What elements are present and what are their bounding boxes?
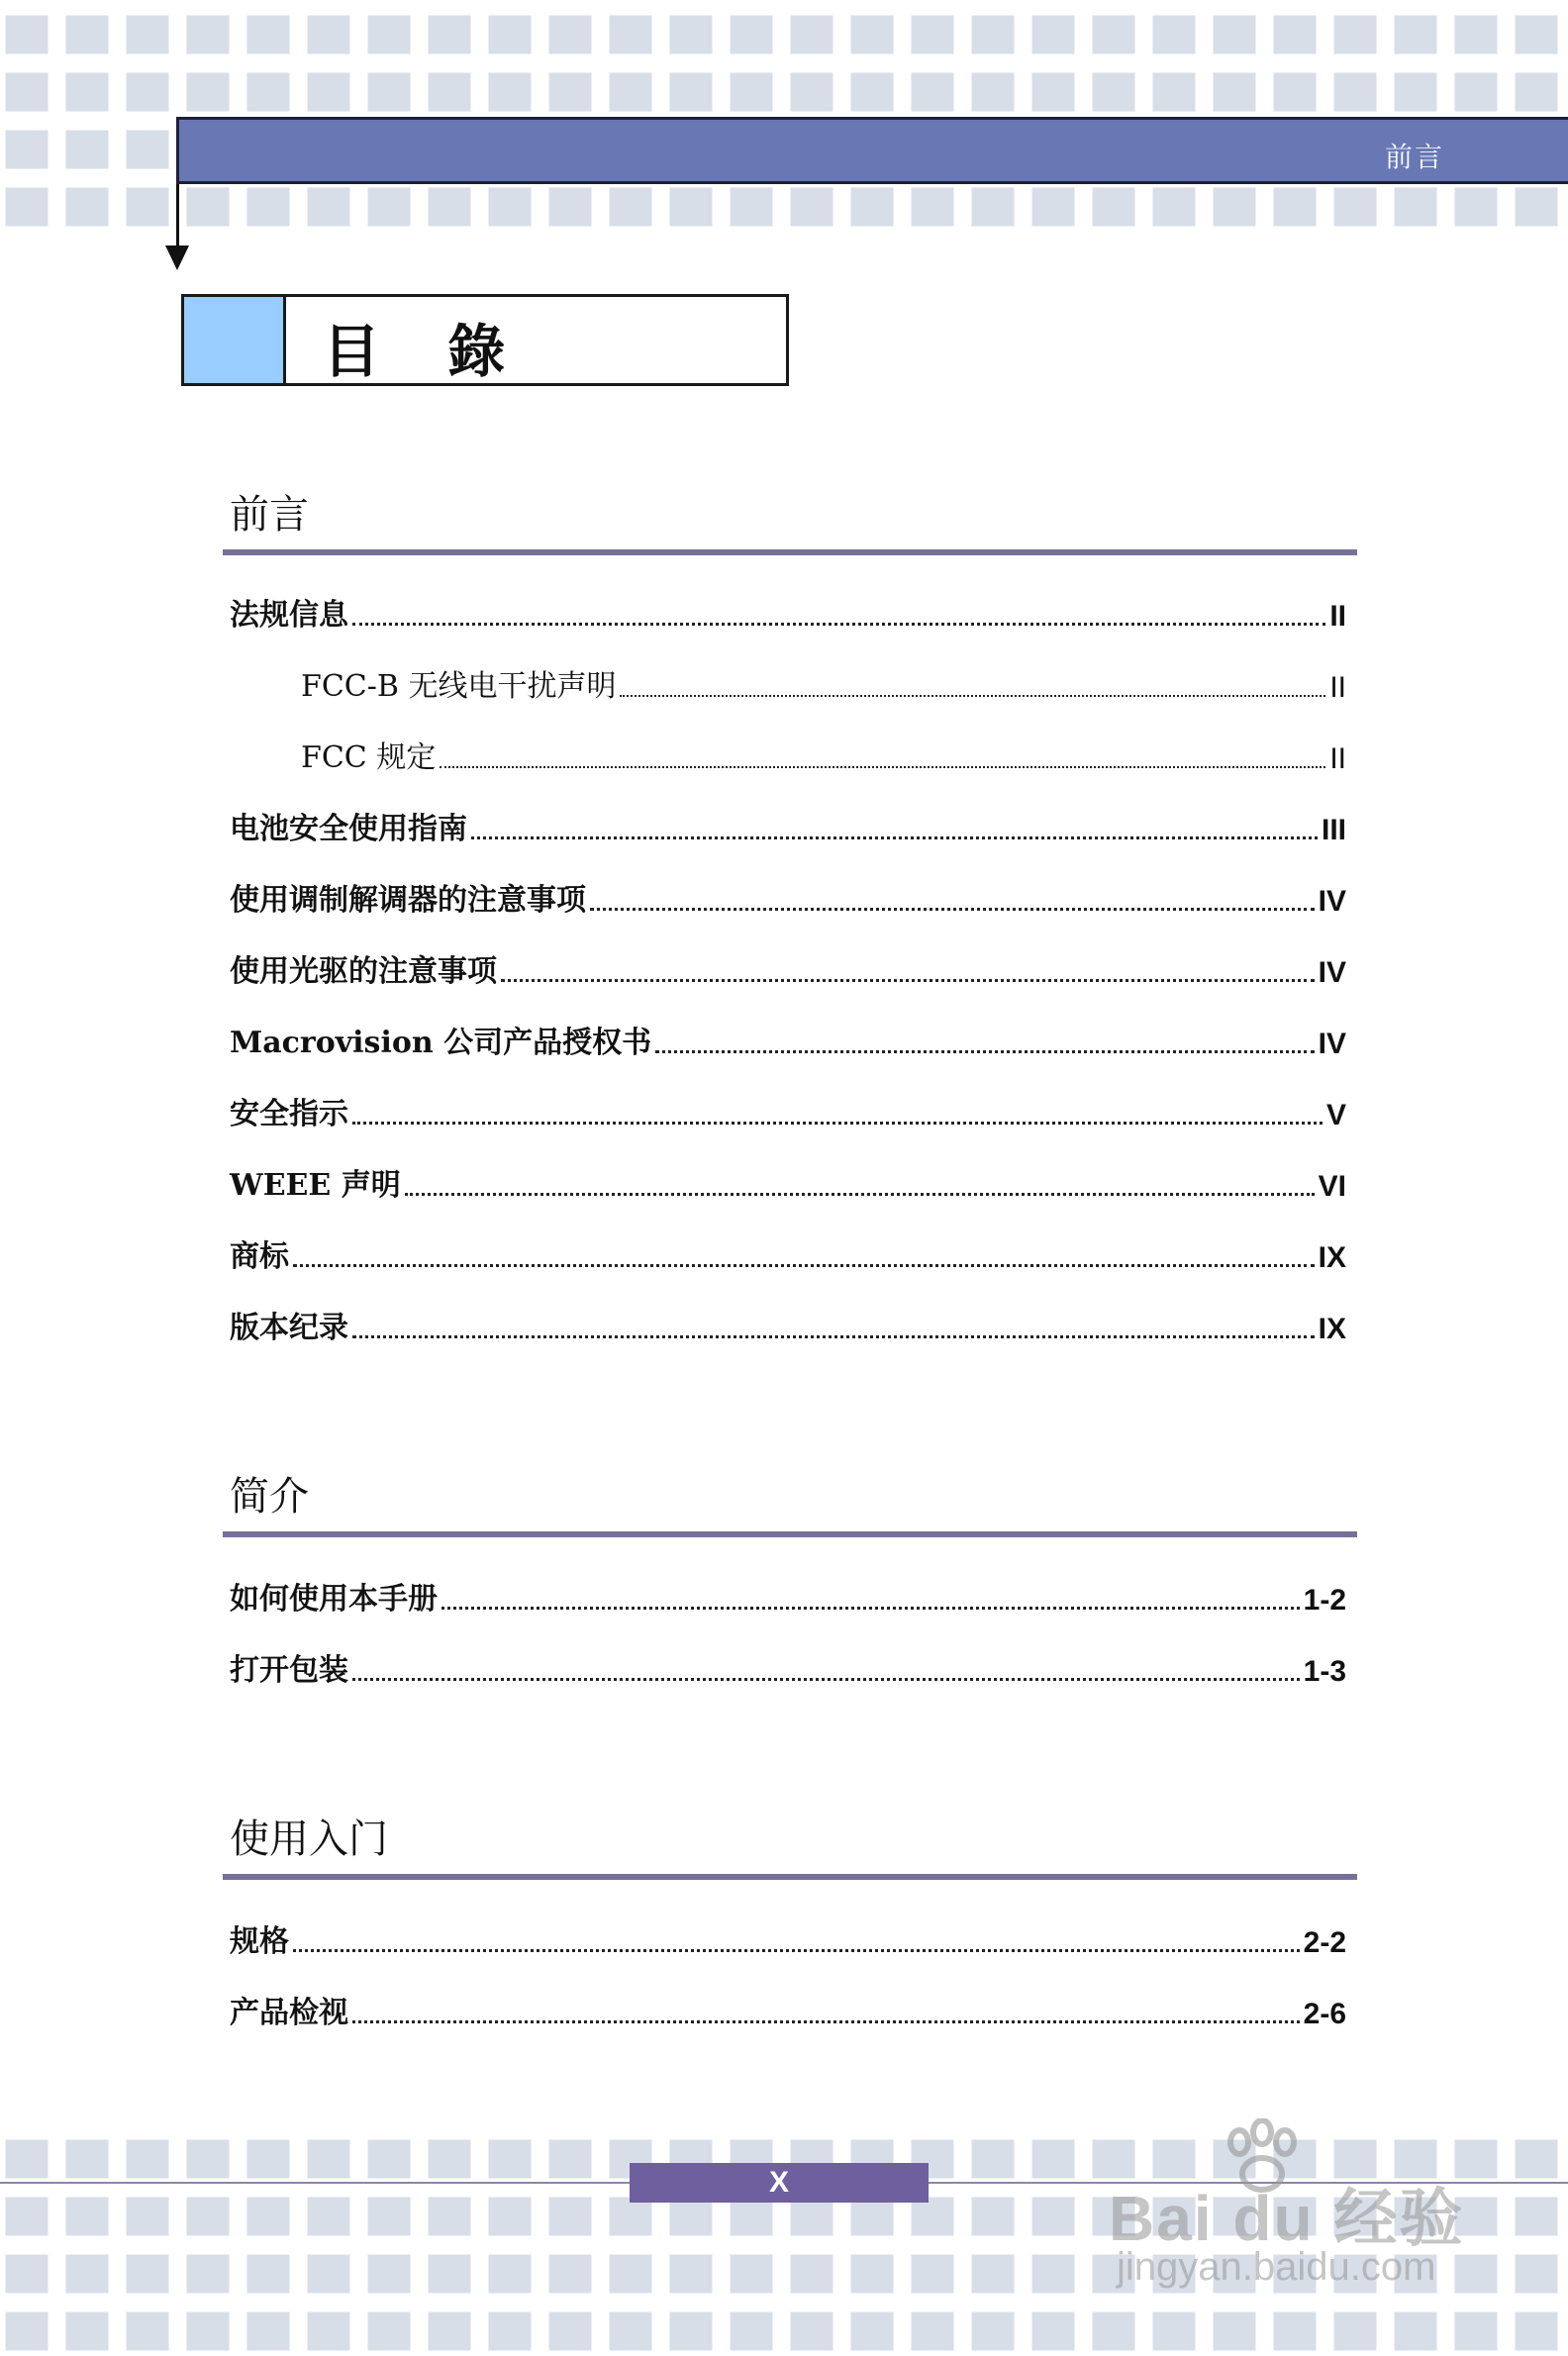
decorative-tile bbox=[1332, 186, 1378, 228]
decorative-tile bbox=[306, 2138, 351, 2180]
decorative-tile bbox=[125, 186, 170, 228]
toc-entry-label: 商标 bbox=[230, 1239, 289, 1274]
decorative-tile bbox=[185, 2310, 231, 2352]
toc-entry-label: 打开包装 bbox=[230, 1653, 348, 1688]
decorative-tile bbox=[185, 2138, 231, 2180]
decorative-tile bbox=[427, 2196, 472, 2237]
decorative-tile bbox=[849, 71, 895, 113]
decorative-tile bbox=[789, 2253, 834, 2295]
decorative-tile bbox=[1030, 2196, 1076, 2237]
decorative-tile bbox=[245, 2196, 291, 2237]
decorative-tile bbox=[1030, 2310, 1076, 2352]
decorative-tile bbox=[547, 14, 593, 55]
decorative-tile bbox=[910, 2310, 955, 2352]
decorative-tile bbox=[1151, 2310, 1197, 2352]
decorative-tile bbox=[306, 2310, 351, 2352]
decorative-tile bbox=[125, 129, 170, 170]
toc-dot-leader bbox=[441, 1607, 1300, 1610]
decorative-tile bbox=[608, 2310, 653, 2352]
baidu-jingyan-watermark bbox=[1109, 2118, 1524, 2297]
decorative-tile bbox=[547, 71, 593, 113]
toc-entry-label: 电池安全使用指南 bbox=[230, 812, 467, 846]
section-heading-getting-started: 使用入门 bbox=[230, 1816, 388, 1862]
decorative-tile bbox=[1030, 71, 1076, 113]
decorative-tile bbox=[1514, 186, 1559, 228]
header-band bbox=[176, 117, 1568, 184]
toc-entry-page: V bbox=[1325, 1099, 1346, 1131]
decorative-tile bbox=[970, 14, 1016, 55]
decorative-tile bbox=[245, 2253, 291, 2295]
toc-entry[interactable] bbox=[230, 1089, 1346, 1132]
down-arrow-icon bbox=[165, 245, 189, 270]
decorative-tile bbox=[970, 2138, 1016, 2180]
toc-entry[interactable] bbox=[230, 1160, 1346, 1204]
decorative-tile bbox=[64, 2196, 110, 2237]
decorative-tile bbox=[668, 186, 714, 228]
decorative-tile bbox=[1514, 71, 1559, 113]
decorative-tile bbox=[1030, 2138, 1076, 2180]
decorative-tile bbox=[668, 14, 714, 55]
decorative-tile bbox=[849, 2310, 895, 2352]
decorative-tile bbox=[970, 2310, 1016, 2352]
toc-entry-label: 产品检视 bbox=[230, 1996, 348, 2030]
toc-entry-page: II bbox=[1329, 742, 1346, 775]
toc-dot-leader bbox=[352, 623, 1325, 626]
decorative-tile bbox=[1514, 2310, 1559, 2352]
toc-entry-page: II bbox=[1329, 600, 1346, 633]
decorative-tile bbox=[487, 14, 533, 55]
decorative-tile bbox=[185, 186, 231, 228]
decorative-tile bbox=[185, 14, 231, 55]
toc-entry[interactable] bbox=[230, 590, 1346, 634]
decorative-tile bbox=[1393, 71, 1438, 113]
decorative-tile bbox=[1091, 186, 1136, 228]
toc-dot-leader bbox=[620, 695, 1325, 697]
toc-entry-label: 安全指示 bbox=[230, 1097, 348, 1131]
decorative-tile bbox=[487, 71, 533, 113]
decorative-tile bbox=[306, 14, 351, 55]
decorative-tile bbox=[789, 14, 834, 55]
section-rule bbox=[223, 1874, 1357, 1880]
decorative-tile bbox=[4, 186, 49, 228]
toc-entry[interactable] bbox=[230, 804, 1346, 847]
decorative-tile bbox=[366, 2310, 412, 2352]
decorative-tile bbox=[849, 14, 895, 55]
decorative-tile bbox=[1151, 14, 1197, 55]
decorative-tile bbox=[427, 2253, 472, 2295]
decorative-tile bbox=[427, 2310, 472, 2352]
decorative-tile bbox=[1453, 186, 1499, 228]
toc-entry-page: IX bbox=[1318, 1241, 1346, 1274]
toc-dot-leader bbox=[440, 766, 1325, 768]
decorative-tile bbox=[125, 2138, 170, 2180]
decorative-tile bbox=[729, 2310, 774, 2352]
decorative-tile bbox=[185, 2253, 231, 2295]
decorative-tile bbox=[608, 14, 653, 55]
decorative-tile bbox=[1272, 71, 1318, 113]
decorative-tile bbox=[1332, 14, 1378, 55]
decorative-tile bbox=[245, 186, 291, 228]
decorative-tile bbox=[487, 186, 533, 228]
toc-entry[interactable] bbox=[230, 1916, 1346, 1960]
decorative-tile bbox=[306, 2253, 351, 2295]
decorative-tile bbox=[970, 186, 1016, 228]
toc-entry[interactable] bbox=[230, 1018, 1346, 1061]
decorative-tile bbox=[729, 186, 774, 228]
decorative-tile bbox=[4, 2196, 49, 2237]
toc-entry-label: 使用光驱的注意事项 bbox=[230, 954, 497, 989]
decorative-tile bbox=[487, 2253, 533, 2295]
decorative-tile bbox=[366, 71, 412, 113]
decorative-tile bbox=[1332, 2310, 1378, 2352]
decorative-tile bbox=[849, 2253, 895, 2295]
decorative-tile bbox=[547, 186, 593, 228]
decorative-tile bbox=[729, 71, 774, 113]
toc-entry-page: II bbox=[1329, 671, 1346, 704]
decorative-tile bbox=[970, 2196, 1016, 2237]
decorative-tile bbox=[306, 186, 351, 228]
toc-entry-page: VI bbox=[1318, 1170, 1346, 1203]
header-title: 前言 bbox=[1384, 141, 1444, 173]
decorative-tile bbox=[1453, 2310, 1499, 2352]
decorative-tile bbox=[125, 2253, 170, 2295]
watermark-url: jingyan.baidu.com bbox=[1117, 2245, 1436, 2289]
decorative-tile bbox=[64, 2310, 110, 2352]
toc-entry-page: IV bbox=[1318, 885, 1346, 918]
watermark-main-text: Bai du 经验 bbox=[1109, 2183, 1465, 2254]
decorative-tile bbox=[245, 2138, 291, 2180]
decorative-tile bbox=[245, 2310, 291, 2352]
toc-entry[interactable] bbox=[230, 946, 1346, 990]
decorative-tile bbox=[487, 2138, 533, 2180]
decorative-tile bbox=[366, 2138, 412, 2180]
decorative-tile bbox=[668, 2253, 714, 2295]
toc-dot-leader bbox=[590, 908, 1315, 911]
toc-entry[interactable] bbox=[230, 1645, 1346, 1689]
decorative-tile bbox=[245, 71, 291, 113]
decorative-tile bbox=[1393, 2310, 1438, 2352]
toc-entry-page: IV bbox=[1318, 1028, 1346, 1060]
decorative-tile bbox=[125, 71, 170, 113]
toc-dot-leader bbox=[352, 2020, 1300, 2023]
decorative-tile bbox=[1091, 71, 1136, 113]
decorative-tile bbox=[185, 71, 231, 113]
decorative-tile bbox=[1514, 14, 1559, 55]
decorative-tile bbox=[1030, 2253, 1076, 2295]
toc-entry-label: FCC-B 无线电干扰声明 bbox=[301, 669, 617, 704]
decorative-tile bbox=[547, 2253, 593, 2295]
section-heading-introduction: 简介 bbox=[230, 1474, 309, 1520]
toc-dot-leader bbox=[405, 1193, 1315, 1196]
decorative-tile bbox=[125, 14, 170, 55]
toc-dot-leader bbox=[352, 1678, 1300, 1681]
toc-entry-page: III bbox=[1321, 814, 1346, 846]
toc-title: 目 錄 bbox=[323, 318, 530, 385]
toc-title-box bbox=[181, 294, 789, 386]
decorative-tile bbox=[789, 71, 834, 113]
decorative-tile bbox=[64, 14, 110, 55]
toc-title-swatch bbox=[184, 297, 286, 383]
toc-entry-label: 使用调制解调器的注意事项 bbox=[230, 883, 586, 918]
decorative-tile bbox=[547, 2310, 593, 2352]
decorative-tile bbox=[64, 186, 110, 228]
decorative-tile bbox=[547, 2138, 593, 2180]
decorative-tile bbox=[668, 71, 714, 113]
decorative-tile bbox=[910, 186, 955, 228]
decorative-tile bbox=[1030, 14, 1076, 55]
decorative-tile bbox=[547, 2196, 593, 2237]
toc-entry[interactable] bbox=[230, 1231, 1346, 1275]
decorative-tile bbox=[366, 2253, 412, 2295]
toc-entry-label: 版本纪录 bbox=[230, 1311, 348, 1345]
decorative-tile bbox=[306, 71, 351, 113]
toc-entry-label: WEEE 声明 bbox=[230, 1168, 401, 1203]
decorative-tile bbox=[910, 2253, 955, 2295]
decorative-tile bbox=[125, 2310, 170, 2352]
toc-entry-label: 规格 bbox=[230, 1924, 289, 1959]
toc-entry-page: 1-2 bbox=[1303, 1584, 1346, 1617]
toc-entry[interactable] bbox=[230, 875, 1346, 919]
decorative-tile bbox=[487, 2196, 533, 2237]
decorative-tile bbox=[1151, 186, 1197, 228]
decorative-tile bbox=[245, 14, 291, 55]
toc-entry-label: 如何使用本手册 bbox=[230, 1582, 438, 1617]
decorative-tile bbox=[366, 186, 412, 228]
decorative-tile bbox=[125, 2196, 170, 2237]
decorative-tile bbox=[1332, 71, 1378, 113]
decorative-tile bbox=[910, 14, 955, 55]
decorative-tile bbox=[1212, 14, 1257, 55]
decorative-tile bbox=[789, 2310, 834, 2352]
decorative-tile bbox=[4, 2138, 49, 2180]
toc-dot-leader bbox=[293, 1264, 1315, 1267]
toc-dot-leader bbox=[501, 979, 1315, 982]
section-rule bbox=[223, 1531, 1357, 1537]
toc-entry-page: 1-3 bbox=[1303, 1655, 1346, 1688]
decorative-tile bbox=[1151, 71, 1197, 113]
decorative-tile bbox=[4, 71, 49, 113]
decorative-tile bbox=[970, 2253, 1016, 2295]
decorative-tile bbox=[427, 2138, 472, 2180]
toc-dot-leader bbox=[352, 1335, 1315, 1338]
section-rule bbox=[223, 549, 1357, 555]
decorative-tile bbox=[4, 129, 49, 170]
decorative-tile bbox=[1272, 186, 1318, 228]
decorative-tile bbox=[1393, 14, 1438, 55]
toc-entry[interactable] bbox=[230, 1303, 1346, 1346]
decorative-tile bbox=[1091, 2310, 1136, 2352]
decorative-tile bbox=[185, 2196, 231, 2237]
toc-entry[interactable] bbox=[301, 661, 1346, 705]
decorative-tile bbox=[1212, 186, 1257, 228]
decorative-tile bbox=[64, 2138, 110, 2180]
section-heading-preface: 前言 bbox=[230, 492, 309, 538]
decorative-tile bbox=[608, 2253, 653, 2295]
decorative-tile bbox=[487, 2310, 533, 2352]
decorative-tile bbox=[1212, 2310, 1257, 2352]
toc-entry[interactable] bbox=[230, 1574, 1346, 1618]
toc-entry-label: FCC 规定 bbox=[301, 740, 437, 775]
decorative-tile bbox=[64, 2253, 110, 2295]
toc-entry-label: Macrovision 公司产品授权书 bbox=[230, 1026, 652, 1060]
decorative-tile bbox=[1393, 186, 1438, 228]
toc-entry-page: IX bbox=[1318, 1313, 1346, 1345]
decorative-tile bbox=[64, 129, 110, 170]
decorative-tile bbox=[1453, 14, 1499, 55]
decorative-tile bbox=[668, 2310, 714, 2352]
decorative-tile bbox=[729, 14, 774, 55]
toc-dot-leader bbox=[471, 836, 1318, 839]
decorative-tile bbox=[1272, 2310, 1318, 2352]
decorative-tile bbox=[1272, 14, 1318, 55]
decorative-tile bbox=[970, 71, 1016, 113]
header-arrow-line bbox=[176, 184, 179, 247]
decorative-tile bbox=[4, 2253, 49, 2295]
decorative-tile bbox=[1030, 186, 1076, 228]
decorative-tile bbox=[910, 71, 955, 113]
toc-entry-page: 2-2 bbox=[1303, 1926, 1346, 1959]
decorative-tile bbox=[366, 14, 412, 55]
decorative-tile bbox=[789, 186, 834, 228]
decorative-tile bbox=[1212, 71, 1257, 113]
toc-entry[interactable] bbox=[230, 1988, 1346, 2031]
decorative-tile bbox=[366, 2196, 412, 2237]
decorative-tile bbox=[64, 71, 110, 113]
toc-entry-label: 法规信息 bbox=[230, 598, 348, 633]
decorative-tile bbox=[729, 2253, 774, 2295]
toc-entry[interactable] bbox=[301, 733, 1346, 776]
decorative-tile bbox=[427, 186, 472, 228]
toc-dot-leader bbox=[293, 1949, 1300, 1952]
decorative-tile bbox=[1091, 14, 1136, 55]
decorative-tile bbox=[608, 71, 653, 113]
toc-dot-leader bbox=[352, 1122, 1323, 1125]
decorative-tile-grid-top bbox=[0, 0, 1568, 228]
decorative-tile bbox=[306, 2196, 351, 2237]
toc-entry-page: IV bbox=[1318, 956, 1346, 989]
decorative-tile bbox=[1453, 71, 1499, 113]
decorative-tile bbox=[427, 14, 472, 55]
toc-dot-leader bbox=[655, 1050, 1315, 1053]
decorative-tile bbox=[4, 2310, 49, 2352]
decorative-tile bbox=[4, 14, 49, 55]
toc-entry-page: 2-6 bbox=[1303, 1998, 1346, 2030]
decorative-tile bbox=[427, 71, 472, 113]
decorative-tile bbox=[849, 186, 895, 228]
page-number-badge: X bbox=[630, 2163, 929, 2203]
decorative-tile bbox=[608, 186, 653, 228]
